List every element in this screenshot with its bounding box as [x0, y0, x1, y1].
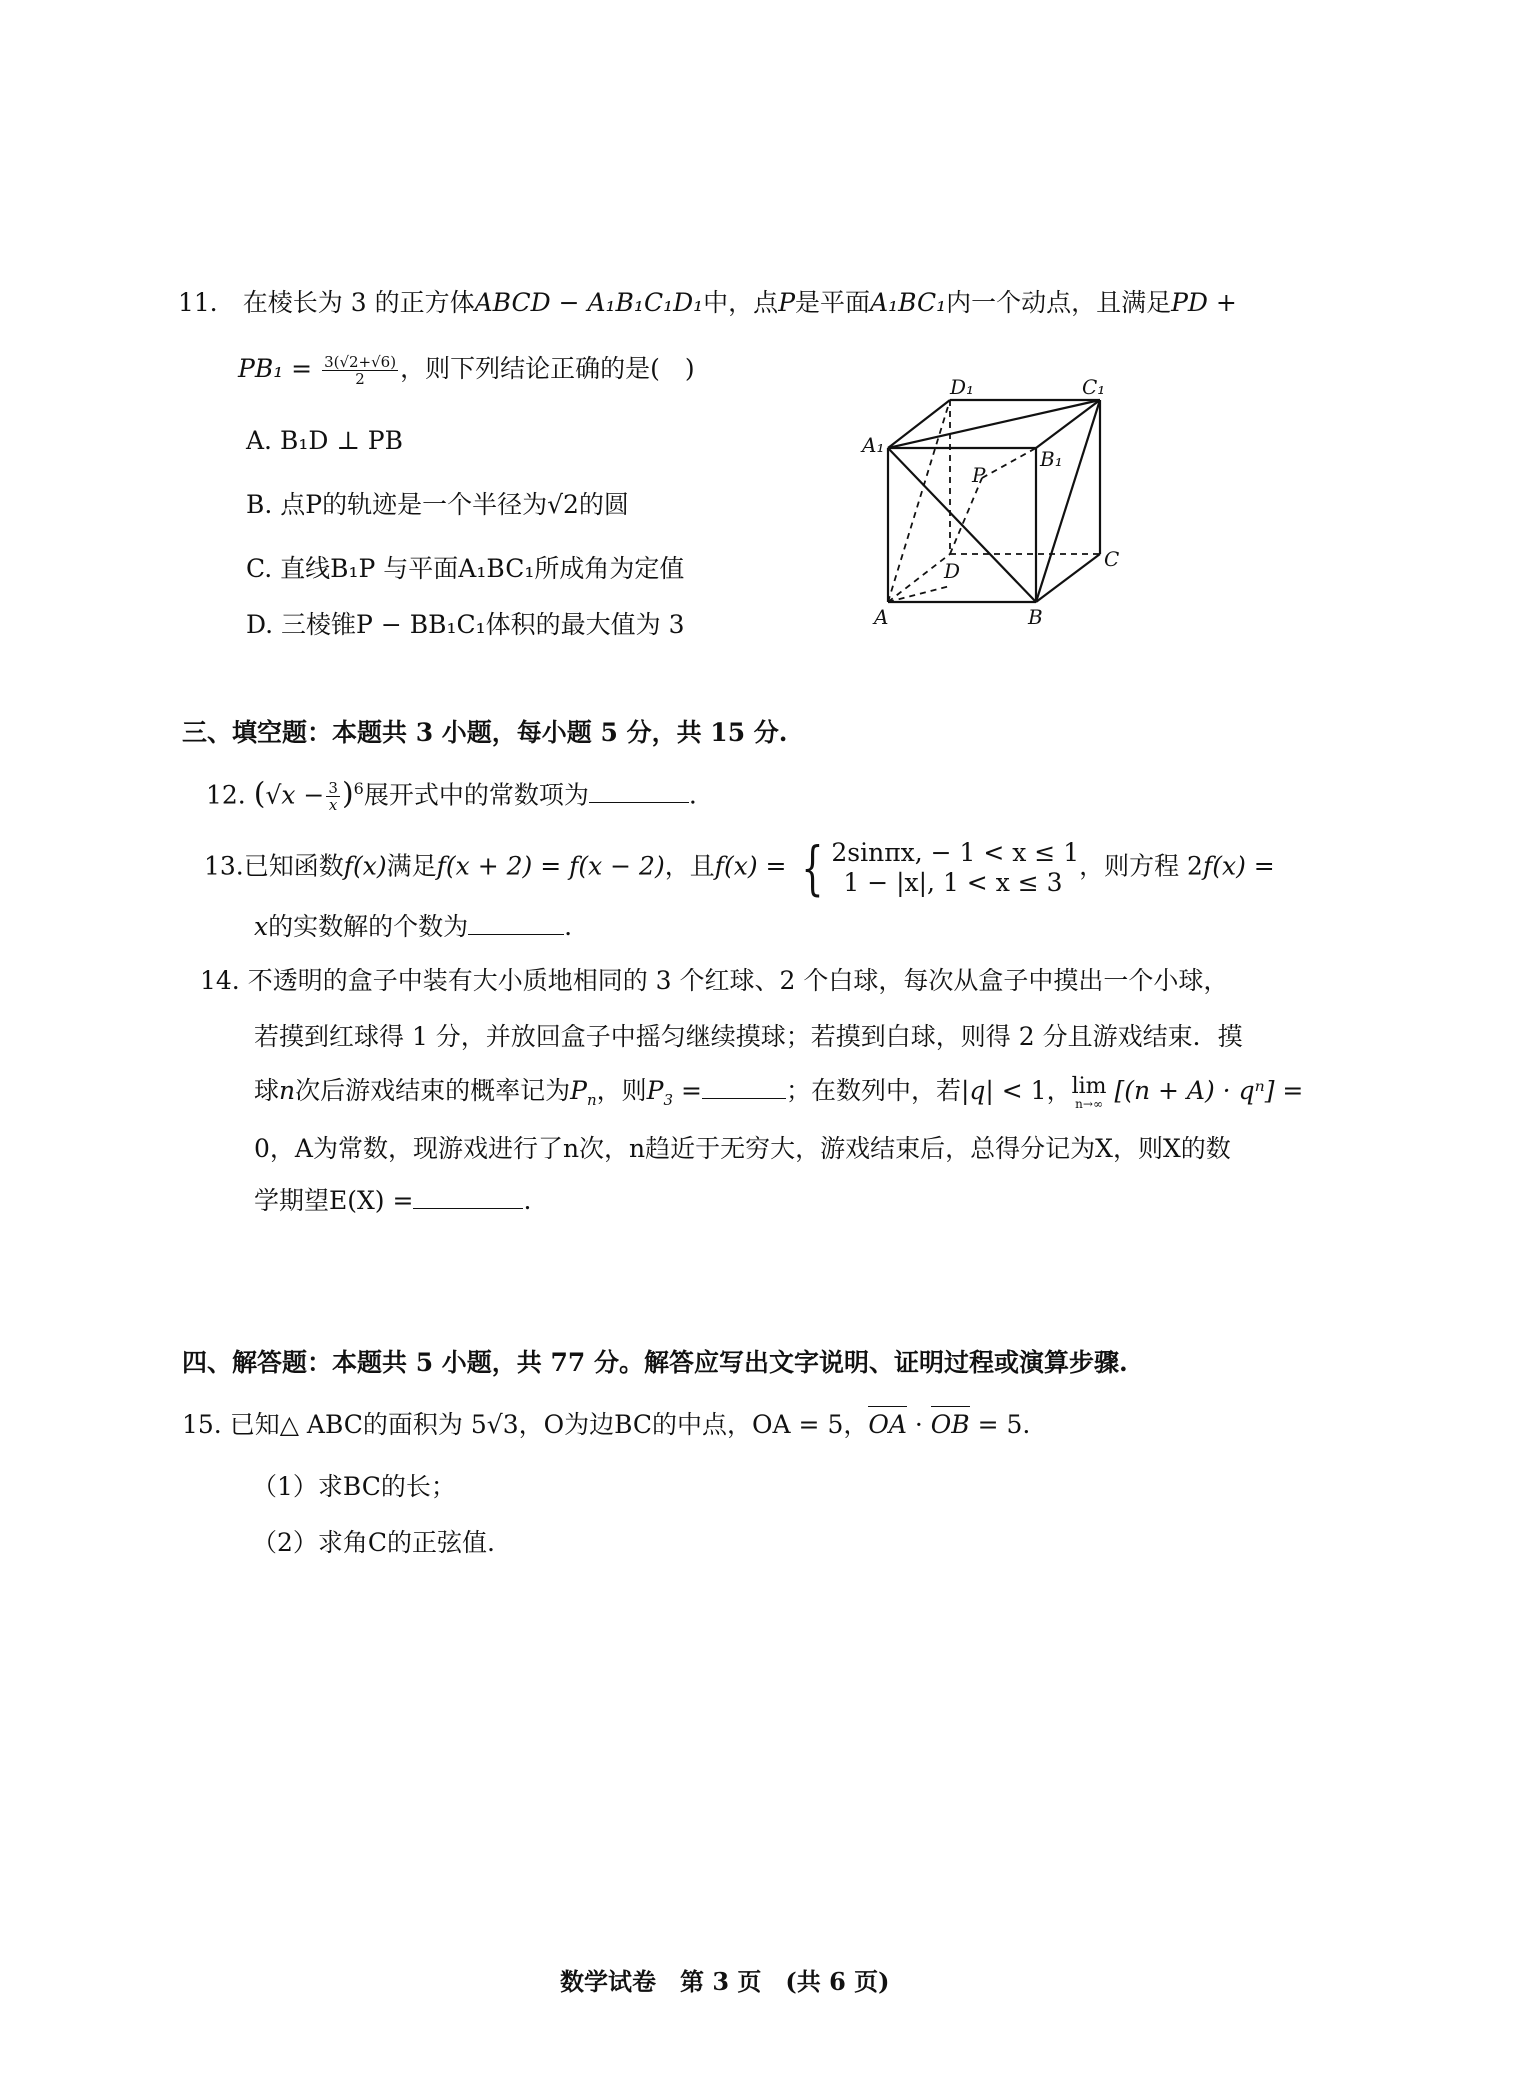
q13-period: .	[564, 912, 573, 941]
label-a: A	[874, 605, 889, 629]
q11-line1	[178, 286, 1237, 320]
label-d1: D₁	[950, 375, 975, 399]
q13-equals: =	[1253, 851, 1275, 881]
q13-number: 13.	[204, 851, 244, 881]
q15-sub2: （2）求角C的正弦值.	[252, 1528, 495, 1557]
page-footer: 数学试卷 第 3 页 (共 6 页)	[560, 1967, 890, 1996]
q11-text: 是平面	[795, 288, 871, 317]
var-x: x	[254, 912, 269, 941]
q14-text: 学期望E(X) =	[254, 1186, 414, 1215]
label-c1: C₁	[1082, 375, 1106, 399]
limit-symbol	[1071, 1073, 1107, 1111]
q14-number: 14.	[200, 966, 240, 995]
q14-line4: 0，A为常数，现游戏进行了n次，n趋近于无穷大，游戏结束后，总得分记为X，则X的数	[254, 1134, 1231, 1163]
q11-option-d: D. 三棱锥P − BB₁C₁体积的最大值为 3	[246, 610, 685, 639]
label-b1: B₁	[1040, 447, 1063, 471]
fraction-denominator: x	[328, 796, 338, 815]
lim-text: lim	[1071, 1073, 1107, 1099]
diag-bc1	[1036, 400, 1100, 602]
q13-text: ，且	[664, 851, 715, 881]
abs-q: |q|	[960, 1076, 994, 1105]
q15-line	[182, 1408, 1030, 1442]
q12-text: 展开式中的常数项为	[363, 780, 589, 810]
q14-line1	[200, 964, 1228, 998]
q13-text: 已知函数	[243, 851, 344, 881]
q11-line2	[238, 352, 695, 387]
q14-text: ；在数列中，若	[785, 1076, 961, 1105]
q14-text: < 1，	[1001, 1076, 1072, 1105]
case-1: 2sinπx, − 1 < x ≤ 1	[831, 838, 1080, 867]
q13-answer-blank[interactable]	[468, 912, 564, 935]
edge-bc	[1036, 554, 1100, 602]
q12-paren-open: (	[253, 776, 266, 812]
lim-subscript: n→∞	[1075, 1096, 1103, 1111]
q12-number: 12.	[206, 780, 246, 810]
cube-figure	[860, 370, 1130, 640]
q12-line: 12. (√x − $\frac{3}{x}$ )$^6$展开式中的常数项为 .	[206, 776, 697, 815]
limit-expression: [(n + A) · qⁿ] =	[1114, 1076, 1304, 1105]
q11-text: 内一个动点，且满足	[946, 288, 1172, 317]
label-d: D	[944, 559, 961, 583]
q15-number: 15.	[182, 1410, 222, 1439]
var-n: n	[279, 1076, 296, 1105]
fraction-numerator: 3	[328, 779, 338, 798]
q14-answer-blank-2[interactable]	[413, 1186, 523, 1209]
diag-ad1	[888, 400, 950, 602]
q11-option-a: A. B₁D ⊥ PB	[246, 426, 403, 455]
q14-line5	[254, 1184, 531, 1218]
case-2: 1 − |x|, 1 < x ≤ 3	[843, 868, 1063, 897]
point-p: P	[778, 288, 796, 317]
q12-period: .	[688, 780, 697, 810]
q13-equation: f(x + 2) = f(x − 2)	[436, 851, 665, 881]
vector-oa: OA	[868, 1408, 907, 1442]
cube-name: ABCD − A₁B₁C₁D₁	[474, 288, 704, 317]
q12-fraction	[326, 780, 340, 813]
q11-text: 在棱长为 3 的正方体	[242, 288, 475, 317]
sqrt-x: √x	[265, 780, 296, 810]
vector-ob: OB	[931, 1408, 970, 1442]
q14-line2: 若摸到红球得 1 分，并放回盒子中摇匀继续摸球；若摸到白球，则得 2 分且游戏结束．摸	[254, 1022, 1243, 1051]
q14-answer-blank-1[interactable]	[702, 1076, 786, 1099]
q14-period: .	[523, 1186, 532, 1215]
q11-number: 11．	[178, 288, 235, 317]
section3-heading: 三、填空题：本题共 3 小题，每小题 5 分，共 15 分.	[182, 718, 788, 747]
piecewise-brace: {	[801, 834, 824, 902]
label-b: B	[1028, 605, 1043, 629]
p-n: $P_n$	[570, 1076, 597, 1109]
line-pb1	[982, 448, 1036, 478]
q12-exponent: 6	[353, 779, 364, 798]
q13-text: ，则方程 2	[1079, 851, 1203, 881]
q15-sub1: （1）求BC的长；	[252, 1472, 456, 1501]
label-a1: A₁	[862, 433, 885, 457]
dot-operator: ·	[906, 1410, 931, 1439]
q11-expression: PD +	[1171, 288, 1237, 317]
label-p: P	[972, 463, 986, 487]
fraction-denominator: 2	[355, 370, 365, 388]
q12-answer-blank[interactable]	[589, 780, 689, 803]
fx-rhs: f(x)	[1202, 851, 1246, 881]
q11-text: ，则下列结论正确的是( )	[400, 354, 695, 383]
pb1-expression: PB₁ =	[238, 354, 313, 383]
q14-text: 球	[254, 1076, 280, 1105]
q15-text: 已知△ ABC的面积为 5√3，O为边BC的中点，OA = 5，	[229, 1410, 869, 1439]
q14-text: ，则	[596, 1076, 647, 1105]
label-c: C	[1104, 547, 1120, 571]
q14-text: 不透明的盒子中装有大小质地相同的 3 个红球、2 个白球，每次从盒子中摸出一个小球，	[247, 966, 1229, 995]
q14-line3: 球n次后游戏结束的概率记为$P_n$，则$P_3$ = ；在数列中，若|q| < 1， lim n→∞ [(n + A) · qⁿ] =	[254, 1073, 1304, 1111]
fraction-numerator: 3(√2+√6)	[324, 353, 397, 371]
q11-option-c: C. 直线B₁P 与平面A₁BC₁所成角为定值	[246, 554, 685, 583]
q13-line2	[254, 910, 572, 944]
q12-paren-close: )	[341, 776, 354, 812]
piecewise-cases	[831, 838, 1079, 898]
section4-heading: 四、解答题：本题共 5 小题，共 77 分。解答应写出文字说明、证明过程或演算步骤.	[182, 1348, 1128, 1377]
q15-text: = 5.	[969, 1410, 1031, 1439]
q11-option-b: B. 点P的轨迹是一个半径为√2的圆	[246, 490, 629, 519]
q11-text: 中，点	[703, 288, 779, 317]
fx: f(x)	[343, 851, 387, 881]
fx-def: f(x) =	[714, 851, 787, 881]
q14-text: 次后游戏结束的概率记为	[295, 1076, 571, 1105]
p-3: $P_3$	[646, 1076, 674, 1109]
q11-fraction	[322, 354, 398, 387]
plane-name: A₁BC₁	[870, 288, 947, 317]
diag-a1b	[888, 448, 1036, 602]
q13-line1	[204, 834, 1275, 902]
q13-text: 满足	[386, 851, 437, 881]
q13-text: 的实数解的个数为	[268, 912, 469, 941]
edge-ad	[888, 554, 950, 602]
